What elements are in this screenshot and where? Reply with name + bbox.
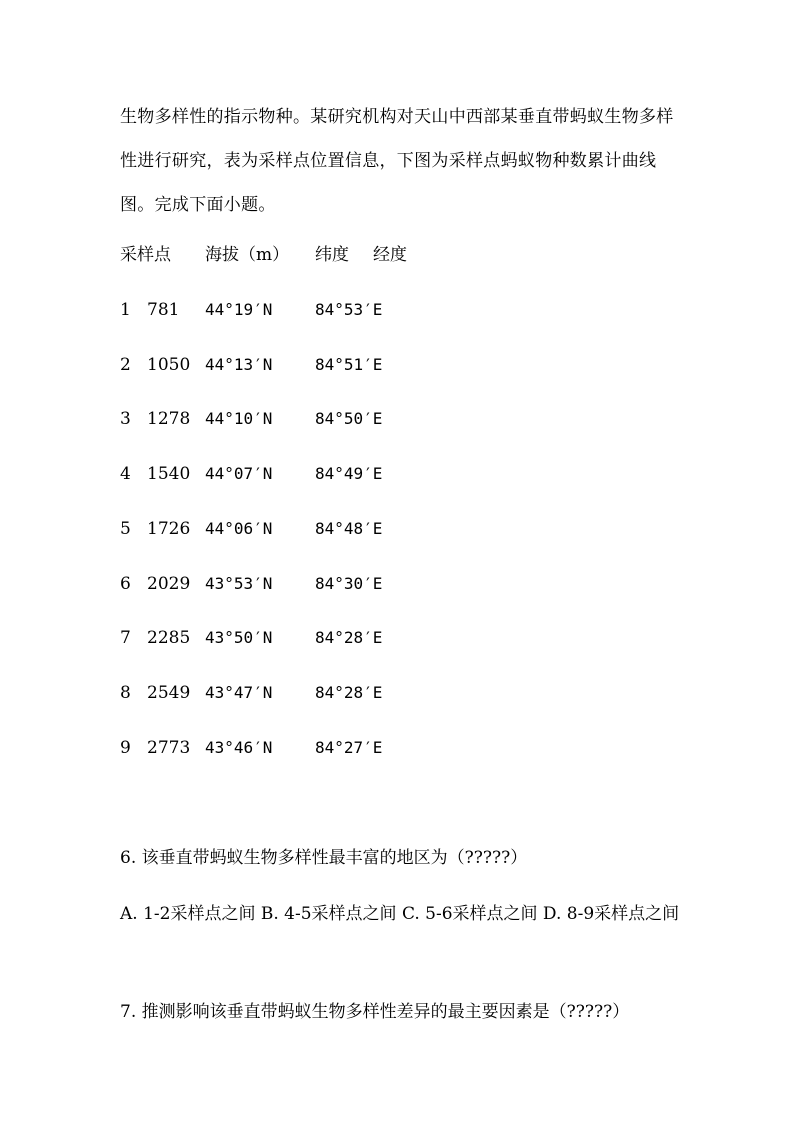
- sample-id-cell: 9: [120, 737, 131, 758]
- latitude-cell: 44°13′N: [205, 354, 273, 374]
- header-altitude: 海拔（m）: [205, 245, 290, 265]
- sample-id-cell: 7: [120, 628, 131, 649]
- table-row: [120, 626, 680, 650]
- altitude-cell: 2285: [147, 628, 191, 649]
- header-longitude: 经度: [373, 245, 407, 265]
- latitude-cell: 44°06′N: [205, 518, 273, 538]
- latitude-cell: 43°50′N: [205, 628, 273, 648]
- altitude-cell: 2029: [147, 573, 191, 594]
- sample-id-cell: 8: [120, 682, 131, 703]
- latitude-cell: 44°07′N: [205, 464, 273, 484]
- table-row: [120, 572, 680, 596]
- latitude-cell: 44°10′N: [205, 409, 273, 429]
- longitude-cell: 84°50′E: [315, 409, 383, 429]
- longitude-cell: 84°48′E: [315, 518, 383, 538]
- table-row: [120, 736, 680, 760]
- header-sample-point: 采样点: [120, 245, 171, 265]
- sample-id-cell: 3: [120, 409, 131, 430]
- altitude-cell: 781: [147, 300, 180, 320]
- table-row: [120, 407, 680, 431]
- altitude-cell: 1540: [147, 464, 191, 485]
- table-row: [120, 462, 680, 486]
- longitude-cell: 84°30′E: [315, 573, 383, 593]
- latitude-cell: 44°19′N: [205, 300, 273, 319]
- question-6-options: A. 1-2采样点之间 B. 4-5采样点之间 C. 5-6采样点之间 D. 8-9采样点之间: [120, 904, 680, 924]
- table-row: [120, 517, 680, 541]
- longitude-cell: 84°28′E: [315, 628, 383, 648]
- table-row: [120, 353, 680, 377]
- intro-paragraph: 生物多样性的指示物种。某研究机构对天山中西部某垂直带蚂蚁生物多样性进行研究，表为采样点位置信息，下图为采样点蚂蚁物种数累计曲线图。完成下面小题。: [120, 107, 674, 215]
- question-6-stem: 6. 该垂直带蚂蚁生物多样性最丰富的地区为（?????）: [120, 848, 528, 868]
- altitude-cell: 1726: [147, 518, 191, 539]
- longitude-cell: 84°27′E: [315, 737, 383, 757]
- altitude-cell: 2773: [147, 737, 191, 758]
- latitude-cell: 43°47′N: [205, 682, 273, 702]
- question-7-stem: 7. 推测影响该垂直带蚂蚁生物多样性差异的最主要因素是（?????）: [120, 1002, 630, 1022]
- longitude-cell: 84°53′E: [315, 300, 383, 319]
- longitude-cell: 84°28′E: [315, 682, 383, 702]
- header-latitude: 纬度: [315, 245, 349, 265]
- sample-id-cell: 6: [120, 573, 131, 594]
- longitude-cell: 84°51′E: [315, 354, 383, 374]
- table-row: [120, 681, 680, 705]
- altitude-cell: 1278: [147, 409, 191, 430]
- sample-id-cell: 2: [120, 354, 131, 375]
- sample-id-cell: 5: [120, 518, 131, 539]
- altitude-cell: 1050: [147, 354, 191, 375]
- latitude-cell: 43°53′N: [205, 573, 273, 593]
- latitude-cell: 43°46′N: [205, 737, 273, 757]
- sample-id-cell: 1: [120, 300, 131, 320]
- table-row: [120, 298, 680, 322]
- sample-id-cell: 4: [120, 464, 131, 485]
- longitude-cell: 84°49′E: [315, 464, 383, 484]
- altitude-cell: 2549: [147, 682, 191, 703]
- table-header-row: [120, 243, 680, 267]
